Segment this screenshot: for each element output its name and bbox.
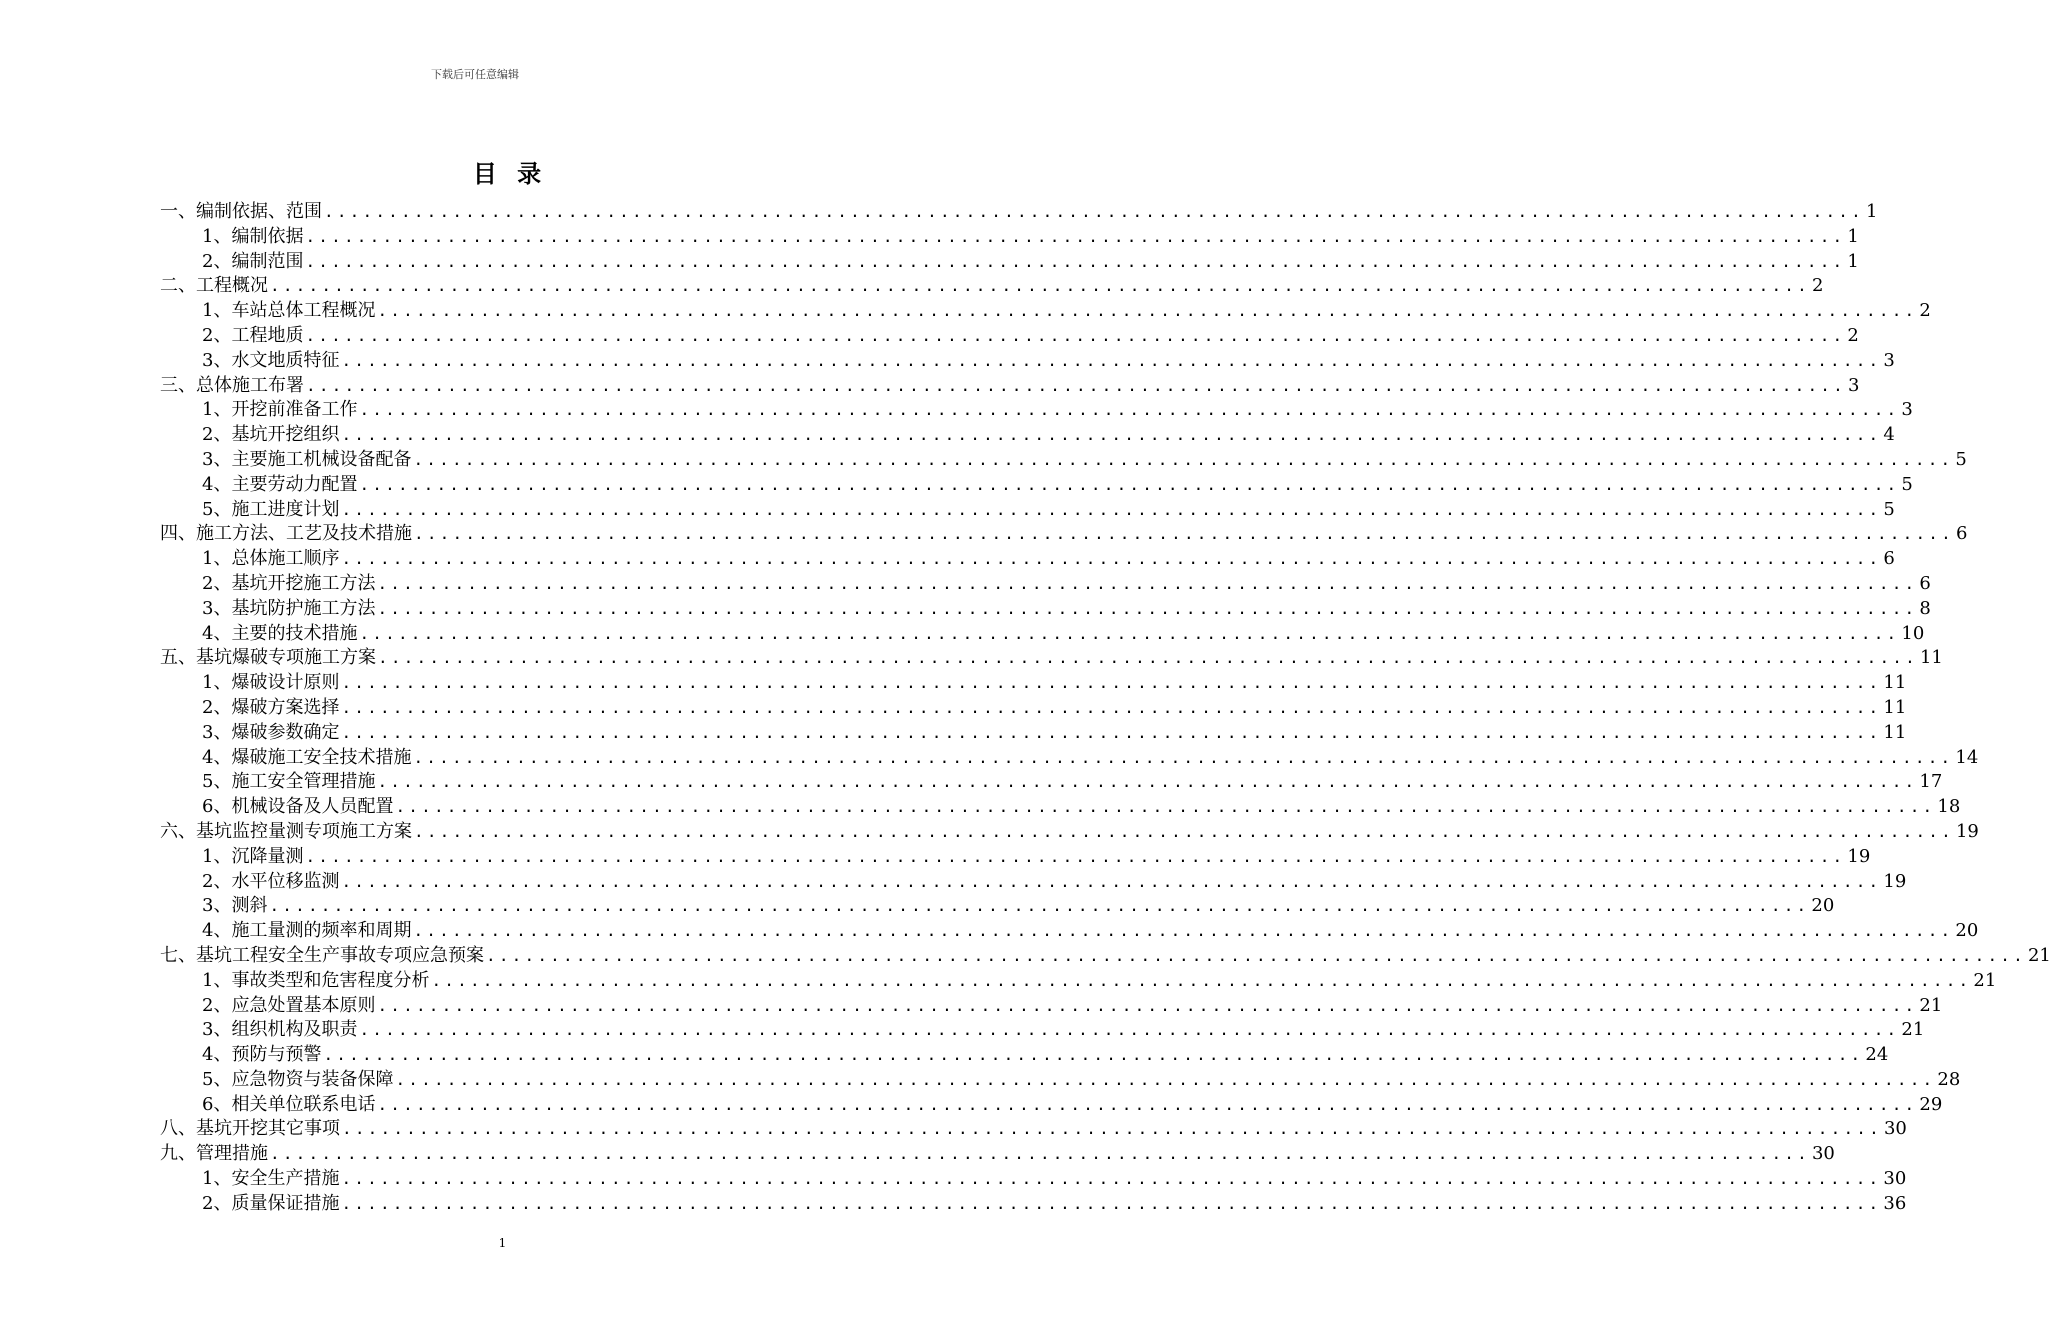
toc-entry[interactable]: [160, 200, 1878, 225]
toc-entry[interactable]: [160, 225, 1859, 250]
toc-entry-page: 2: [1847, 324, 1859, 346]
toc-entry-number: 3、: [202, 349, 232, 371]
toc-entry[interactable]: [160, 374, 1860, 399]
toc-leader-dots: ........................................................................................................................: [341, 871, 1882, 891]
toc-leader-dots: ........................................................................................................................: [377, 573, 1918, 593]
toc-leader-dots: ........................................................................................................................: [341, 722, 1882, 742]
toc-entry-number: 1、: [202, 845, 232, 867]
toc-entry-page: 19: [1883, 870, 1907, 892]
toc-entry-title: 编制依据、范围: [196, 201, 322, 222]
toc-entry-title: 主要施工机械设备配备: [231, 448, 412, 470]
toc-entry[interactable]: [160, 795, 1961, 820]
toc-entry[interactable]: [160, 746, 1979, 771]
toc-leader-dots: ........................................................................................................................: [359, 1020, 1900, 1040]
toc-entry[interactable]: [160, 944, 2051, 969]
toc-entry-title: 施工进度计划: [231, 498, 340, 520]
toc-entry[interactable]: [160, 299, 1931, 324]
toc-entry-title: 工程概况: [196, 275, 268, 297]
toc-leader-dots: ........................................................................................................................: [377, 772, 1918, 792]
toc-entry-page: 6: [1883, 548, 1895, 570]
toc-entry[interactable]: [160, 473, 1913, 498]
toc-leader-dots: ........................................................................................................................: [305, 226, 1846, 246]
toc-leader-dots: ........................................................................................................................: [413, 747, 1954, 767]
toc-entry-title: 机械设备及人员配置: [231, 796, 394, 818]
toc-entry-title: 车站总体工程概况: [231, 300, 376, 322]
toc-entry[interactable]: [160, 572, 1931, 597]
toc-entry-number: 2、: [202, 870, 232, 892]
page-number: 1: [498, 1236, 507, 1250]
toc-entry-number: 1、: [202, 548, 232, 570]
toc-entry[interactable]: [160, 1068, 1961, 1093]
toc-leader-dots: ........................................................................................................................: [341, 350, 1882, 370]
toc-leader-dots: ........................................................................................................................: [341, 425, 1882, 445]
toc-entry-number: 六、: [160, 820, 196, 842]
toc-entry-page: 11: [1919, 647, 1943, 669]
toc-entry[interactable]: [160, 1043, 1889, 1068]
toc-leader-dots: ........................................................................................................................: [341, 499, 1882, 519]
toc-leader-dots: ........................................................................................................................: [341, 549, 1882, 569]
toc-entry-title: 安全生产措施: [231, 1168, 340, 1190]
toc-entry-page: 5: [1883, 498, 1895, 520]
toc-entry-title: 主要劳动力配置: [231, 473, 358, 495]
toc-entry-title: 水平位移监测: [231, 870, 340, 892]
toc-leader-dots: ........................................................................................................................: [305, 325, 1846, 345]
toc-entry-number: 五、: [160, 647, 196, 669]
toc-entry-number: 1、: [202, 672, 232, 694]
toc-entry[interactable]: [160, 324, 1859, 349]
toc-leader-dots: ........................................................................................................................: [377, 995, 1918, 1015]
toc-entry-number: 1、: [202, 300, 232, 322]
toc-leader-dots: ........................................................................................................................: [324, 202, 1864, 221]
toc-entry-title: 预防与预警: [231, 1044, 322, 1066]
toc-entry-page: 11: [1883, 696, 1907, 718]
toc-entry-page: 30: [1883, 1118, 1907, 1140]
toc-entry-number: 七、: [160, 944, 196, 966]
toc-entry-page: 24: [1865, 1044, 1889, 1066]
toc-entry-page: 6: [1919, 572, 1931, 594]
toc-leader-dots: ........................................................................................................................: [305, 251, 1846, 271]
toc-entry[interactable]: [160, 274, 1824, 299]
toc-leader-dots: ........................................................................................................................: [377, 598, 1918, 618]
toc-leader-dots: ........................................................................................................................: [270, 1144, 1810, 1164]
toc-leader-dots: ........................................................................................................................: [270, 276, 1810, 296]
toc-entry-title: 水文地质特征: [231, 349, 340, 371]
toc-entry-page: 3: [1883, 349, 1895, 371]
toc-entry-page: 3: [1901, 399, 1913, 421]
toc-entry[interactable]: [160, 1192, 1907, 1217]
toc-entry[interactable]: [160, 1093, 1943, 1118]
toc-entry-number: 四、: [160, 523, 196, 545]
toc-entry-number: 2、: [202, 324, 232, 346]
toc-entry-page: 5: [1901, 473, 1913, 495]
toc-leader-dots: ........................................................................................................................: [341, 697, 1882, 717]
toc-entry-number: 1、: [202, 225, 232, 247]
toc-entry[interactable]: [160, 969, 1997, 994]
toc-entry-number: 2、: [202, 696, 232, 718]
toc-entry-number: 5、: [202, 1068, 232, 1090]
toc-leader-dots: ........................................................................................................................: [359, 400, 1900, 420]
toc-entry[interactable]: [160, 250, 1859, 275]
toc-entry-page: 11: [1883, 672, 1907, 694]
toc-entry[interactable]: [160, 820, 1979, 845]
toc-leader-dots: ........................................................................................................................: [323, 1045, 1864, 1065]
toc-leader-dots: ........................................................................................................................: [341, 1193, 1882, 1213]
toc-leader-dots: ........................................................................................................................: [414, 524, 1954, 544]
toc-entry-title: 编制范围: [231, 250, 304, 272]
toc-entry-page: 18: [1937, 796, 1961, 818]
toc-entry-number: 4、: [202, 746, 232, 768]
toc-entry-page: 4: [1883, 424, 1895, 446]
toc-entry-page: 19: [1847, 845, 1871, 867]
toc-entry-page: 5: [1955, 448, 1967, 470]
toc-leader-dots: ........................................................................................................................: [431, 970, 1972, 990]
toc-entry-title: 相关单位联系电话: [231, 1093, 376, 1115]
toc-entry-title: 组织机构及职责: [231, 1019, 358, 1041]
toc-entry-title: 施工方法、工艺及技术措施: [196, 523, 412, 545]
toc-entry-title: 工程地质: [231, 324, 304, 346]
toc-entry[interactable]: [160, 845, 1871, 870]
toc-leader-dots: ........................................................................................................................: [269, 896, 1810, 916]
toc-entry-title: 爆破参数确定: [231, 721, 340, 743]
toc-entry-number: 6、: [202, 1093, 232, 1115]
toc-leader-dots: ........................................................................................................................: [306, 375, 1846, 395]
toc-entry-page: 30: [1883, 1168, 1907, 1190]
toc-entry-page: 30: [1811, 1143, 1835, 1165]
toc-entry-number: 4、: [202, 473, 232, 495]
toc-entry[interactable]: [160, 398, 1913, 423]
toc-entry-page: 19: [1955, 820, 1979, 842]
toc-entry[interactable]: [160, 870, 1907, 895]
toc-leader-dots: ........................................................................................................................: [413, 449, 1954, 469]
toc-leader-dots: ........................................................................................................................: [305, 846, 1846, 866]
toc-entry-page: 17: [1919, 771, 1943, 793]
toc-entry-page: 14: [1955, 746, 1979, 768]
toc-entry-page: 1: [1847, 250, 1859, 272]
toc-entry-page: 8: [1919, 597, 1931, 619]
toc-entry[interactable]: [160, 622, 1925, 647]
table-of-contents: [160, 200, 2051, 1217]
toc-entry-number: 二、: [160, 275, 196, 297]
toc-entry-number: 2、: [202, 424, 232, 446]
toc-entry[interactable]: [160, 994, 1943, 1019]
toc-leader-dots: ........................................................................................................................: [341, 673, 1882, 693]
toc-entry-page: 20: [1955, 920, 1979, 942]
toc-entry-number: 2、: [202, 250, 232, 272]
toc-entry-title: 编制依据: [231, 225, 304, 247]
toc-leader-dots: ........................................................................................................................: [341, 1169, 1882, 1189]
toc-entry-page: 21: [1973, 969, 1997, 991]
toc-entry-title: 基坑开挖其它事项: [196, 1118, 340, 1140]
toc-entry[interactable]: [160, 770, 1943, 795]
toc-entry-number: 3、: [202, 1019, 232, 1041]
toc-entry-number: 2、: [202, 1192, 232, 1214]
header-note: 下载后可任意编辑: [431, 68, 519, 81]
toc-leader-dots: ........................................................................................................................: [378, 648, 1918, 668]
toc-entry-page: 11: [1883, 721, 1907, 743]
toc-entry-title: 应急物资与装备保障: [231, 1068, 394, 1090]
toc-entry[interactable]: [160, 646, 1943, 671]
toc-entry-number: 1、: [202, 399, 232, 421]
toc-entry[interactable]: [160, 696, 1907, 721]
toc-entry[interactable]: [160, 349, 1895, 374]
toc-entry-page: 3: [1847, 374, 1860, 396]
toc-entry-page: 6: [1955, 523, 1968, 545]
toc-entry-number: 5、: [202, 498, 232, 520]
toc-entry[interactable]: [160, 1142, 1835, 1167]
toc-entry-title: 沉降量测: [231, 845, 304, 867]
toc-entry-title: 开挖前准备工作: [231, 399, 358, 421]
toc-entry[interactable]: [160, 671, 1907, 696]
toc-entry-title: 测斜: [231, 895, 268, 917]
toc-entry-page: 1: [1847, 225, 1859, 247]
toc-entry-title: 爆破施工安全技术措施: [231, 746, 412, 768]
toc-entry-page: 21: [2027, 944, 2051, 966]
toc-entry-title: 总体施工布署: [196, 374, 304, 396]
toc-entry[interactable]: [160, 1018, 1925, 1043]
toc-entry-page: 36: [1883, 1192, 1907, 1214]
toc-entry-title: 主要的技术措施: [231, 622, 358, 644]
toc-entry-title: 质量保证措施: [231, 1192, 340, 1214]
toc-entry-title: 基坑开挖施工方法: [231, 572, 376, 594]
toc-entry-number: 3、: [202, 448, 232, 470]
toc-entry-page: 21: [1919, 994, 1943, 1016]
toc-entry-number: 4、: [202, 920, 232, 942]
toc-entry[interactable]: [160, 1117, 1907, 1142]
toc-entry[interactable]: [160, 1167, 1907, 1192]
toc-entry-title: 施工安全管理措施: [231, 771, 376, 793]
toc-entry-title: 基坑工程安全生产事故专项应急预案: [196, 944, 484, 966]
toc-entry-page: 1: [1865, 201, 1878, 222]
toc-entry[interactable]: [160, 597, 1931, 622]
toc-entry-title: 基坑开挖组织: [231, 424, 340, 446]
toc-entry-page: 2: [1919, 300, 1931, 322]
toc-entry-number: 1、: [202, 1168, 232, 1190]
toc-leader-dots: ........................................................................................................................: [414, 821, 1954, 841]
toc-entry-number: 2、: [202, 572, 232, 594]
toc-entry-number: 1、: [202, 969, 232, 991]
toc-entry-title: 施工量测的频率和周期: [231, 920, 412, 942]
toc-entry-number: 九、: [160, 1143, 196, 1165]
toc-entry-page: 2: [1811, 275, 1824, 297]
toc-entry-title: 基坑爆破专项施工方案: [196, 647, 376, 669]
toc-entry[interactable]: [160, 448, 1967, 473]
toc-entry[interactable]: [160, 894, 1835, 919]
toc-entry[interactable]: [160, 721, 1907, 746]
toc-entry-number: 6、: [202, 796, 232, 818]
toc-entry-title: 应急处置基本原则: [231, 994, 376, 1016]
toc-entry[interactable]: [160, 498, 1895, 523]
toc-entry-number: 2、: [202, 994, 232, 1016]
toc-leader-dots: ........................................................................................................................: [377, 301, 1918, 321]
toc-entry-title: 基坑监控量测专项施工方案: [196, 820, 412, 842]
toc-entry-page: 20: [1811, 895, 1835, 917]
toc-entry[interactable]: [160, 919, 1979, 944]
toc-entry-title: 爆破方案选择: [231, 696, 340, 718]
toc-entry-title: 管理措施: [196, 1143, 268, 1165]
toc-leader-dots: ........................................................................................................................: [486, 945, 2026, 965]
toc-entry-number: 三、: [160, 374, 196, 396]
toc-leader-dots: ........................................................................................................................: [395, 1069, 1936, 1089]
toc-entry-title: 基坑防护施工方法: [231, 597, 376, 619]
toc-title: 目 录: [472, 160, 548, 188]
toc-entry-title: 事故类型和危害程度分析: [231, 969, 430, 991]
toc-entry-page: 10: [1901, 622, 1925, 644]
toc-leader-dots: ........................................................................................................................: [359, 474, 1900, 494]
toc-entry-page: 21: [1901, 1019, 1925, 1041]
toc-leader-dots: ........................................................................................................................: [359, 623, 1900, 643]
toc-entry-number: 八、: [160, 1118, 196, 1140]
toc-entry-page: 29: [1919, 1093, 1943, 1115]
toc-entry-number: 一、: [160, 201, 196, 222]
toc-entry-number: 4、: [202, 1044, 232, 1066]
toc-entry-number: 3、: [202, 597, 232, 619]
toc-entry[interactable]: [160, 423, 1895, 448]
toc-entry-title: 总体施工顺序: [231, 548, 340, 570]
toc-leader-dots: ........................................................................................................................: [395, 797, 1936, 817]
toc-leader-dots: ........................................................................................................................: [342, 1119, 1882, 1139]
toc-entry-number: 4、: [202, 622, 232, 644]
toc-entry-number: 3、: [202, 895, 232, 917]
toc-leader-dots: ........................................................................................................................: [377, 1094, 1918, 1114]
toc-entry-number: 5、: [202, 771, 232, 793]
toc-entry[interactable]: [160, 547, 1895, 572]
toc-entry[interactable]: [160, 522, 1968, 547]
toc-leader-dots: ........................................................................................................................: [413, 921, 1954, 941]
toc-entry-number: 3、: [202, 721, 232, 743]
toc-entry-title: 爆破设计原则: [231, 672, 340, 694]
toc-entry-page: 28: [1937, 1068, 1961, 1090]
